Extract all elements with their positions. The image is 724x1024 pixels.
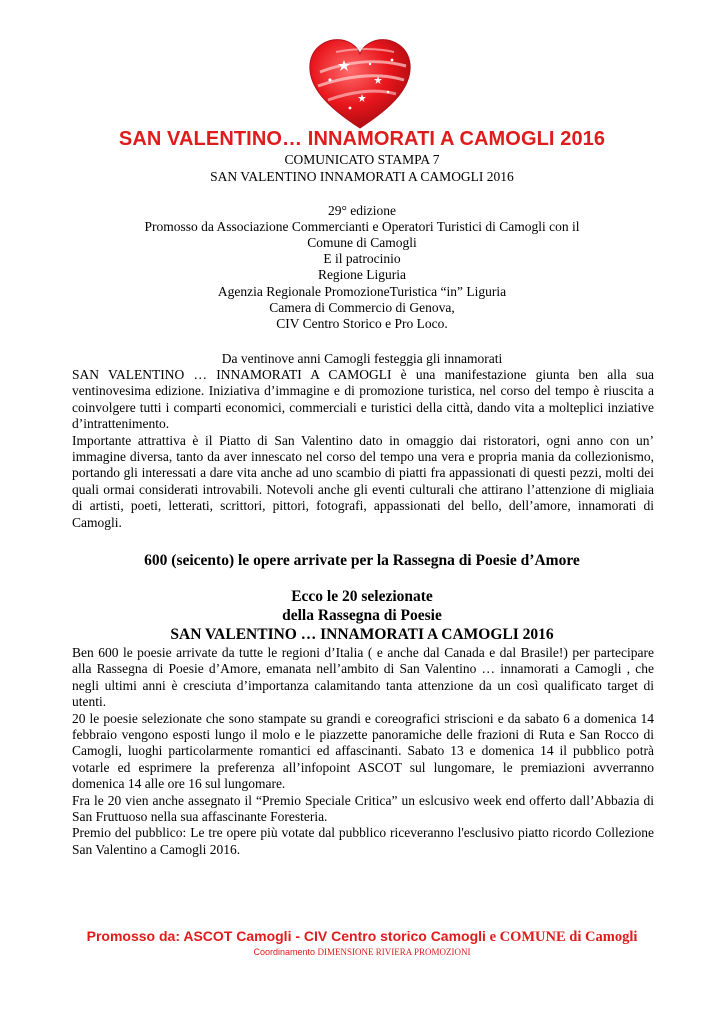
section-heading: Ecco le 20 selezionate: [291, 588, 433, 605]
press-release-number: COMUNICATO STAMPA 7: [284, 152, 440, 167]
section-heading: SAN VALENTINO … INNAMORATI A CAMOGLI 2016: [170, 626, 554, 643]
footer-promo-conj: e: [485, 929, 500, 945]
promoter-line: Comune di Camogli: [307, 235, 417, 250]
edition-line: 29° edizione: [327, 203, 396, 218]
section-heading: della Rassegna di Poesie: [282, 607, 442, 624]
promoter-line: CIV Centro Storico e Pro Loco.: [276, 316, 448, 331]
promoter-line: E il patrocinio: [323, 251, 401, 266]
promoter-line: Agenzia Regionale PromozioneTuristica “in” Liguria: [217, 284, 507, 299]
section-heading: 600 (seicento) le opere arrivate per la Rassegna di Poesie d’Amore: [144, 552, 580, 569]
paragraph: 20 le poesie selezionate che sono stampate su grandi e coreografici striscioni e da sabato 6 a domenica 14 febbraio vengono esposti lungo il molo e le piazzette panoramiche delle frazioni di Ruta e San Rocco di Camogli, luoghi particolarmente romantici ed affascinanti. Sabato 13 e domenica 14 il pubblico potrà votarle ed esprimere la preferenza all’infopoint ASCOT sul lungomare, le premiazioni avverranno domenica 14 alle ore 16 sul lungomare.: [72, 710, 654, 792]
heart-logo-icon: [306, 36, 414, 132]
footer-coordination: [0, 947, 724, 957]
paragraph: Premio del pubblico: Le tre opere più votate dal pubblico riceveranno l'esclusivo piatto ricordo Collezione San Valentino a Camogli 2016.: [72, 825, 654, 857]
promoter-line: Promosso da Associazione Commercianti e Operatori Turistici di Camogli con il: [144, 219, 580, 234]
subtitle: SAN VALENTINO INNAMORATI A CAMOGLI 2016: [210, 169, 514, 184]
footer-coord-name: DIMENSIONE RIVIERA PROMOZIONI: [317, 947, 471, 957]
footer-promoters: [0, 928, 724, 946]
footer-promo-comune: COMUNE di Camogli: [499, 929, 638, 945]
footer-coord-label: Coordinamento: [253, 947, 318, 957]
intro-text: [72, 367, 654, 531]
promoter-line: Regione Liguria: [317, 267, 407, 282]
footer-promo-text: Promosso da: ASCOT Camogli - CIV Centro storico Camogli: [86, 928, 486, 944]
paragraph: Ben 600 le poesie arrivate da tutte le regioni d’Italia ( e anche dal Canada e dal Brasile!) per partecipare alla Rassegna di Poesie d’Amore, emanata nell’ambito di San Valentino … innamorati a Camogli , che negli ultimi anni è cresciuta d’importanza calamitando tanta attenzione da un così qualificato target di utenti.: [72, 645, 654, 710]
paragraph: SAN VALENTINO … INNAMORATI A CAMOGLI è una manifestazione giunta ben alla sua ventinovesima edizione. Iniziativa d’immagine e di promozione turistica, nel corso del tempo è riuscita a coinvolgere tutti i comparti economici, commerciali e turistici della città, dando vita a molteplici inziative d’intrattenimento.: [72, 367, 654, 432]
intro-line: Da ventinove anni Camogli festeggia gli innamorati: [221, 351, 503, 366]
paragraph: Importante attrattiva è il Piatto di San Valentino dato in omaggio dai ristoratori, ogni anno con un’ immagine diversa, tanto da aver innescato nel corso del tempo una vera e propria mania da collezionismo, portando gli interessati a dare vita anche ad uno scambio di piatti fra appassionati di questi pezzi, molti dei quali ormai considerati introvabili. Notevoli anche gli eventi culturali che attirano l’attenzione di migliaia di artisti, poeti, letterati, scrittori, pittori, fotografi, appassionati del bello, dell’amore, innamorati di Camogli.: [72, 432, 654, 530]
page-title: SAN VALENTINO… INNAMORATI A CAMOGLI 2016: [118, 128, 606, 150]
poetry-text: [72, 645, 654, 858]
paragraph: Fra le 20 vien anche assegnato il “Premio Speciale Critica” un eslcusivo week end offerto dall’Abbazia di San Fruttuoso nella sua affascinante Foresteria.: [72, 792, 654, 825]
promoter-line: Camera di Commercio di Genova,: [269, 300, 455, 315]
